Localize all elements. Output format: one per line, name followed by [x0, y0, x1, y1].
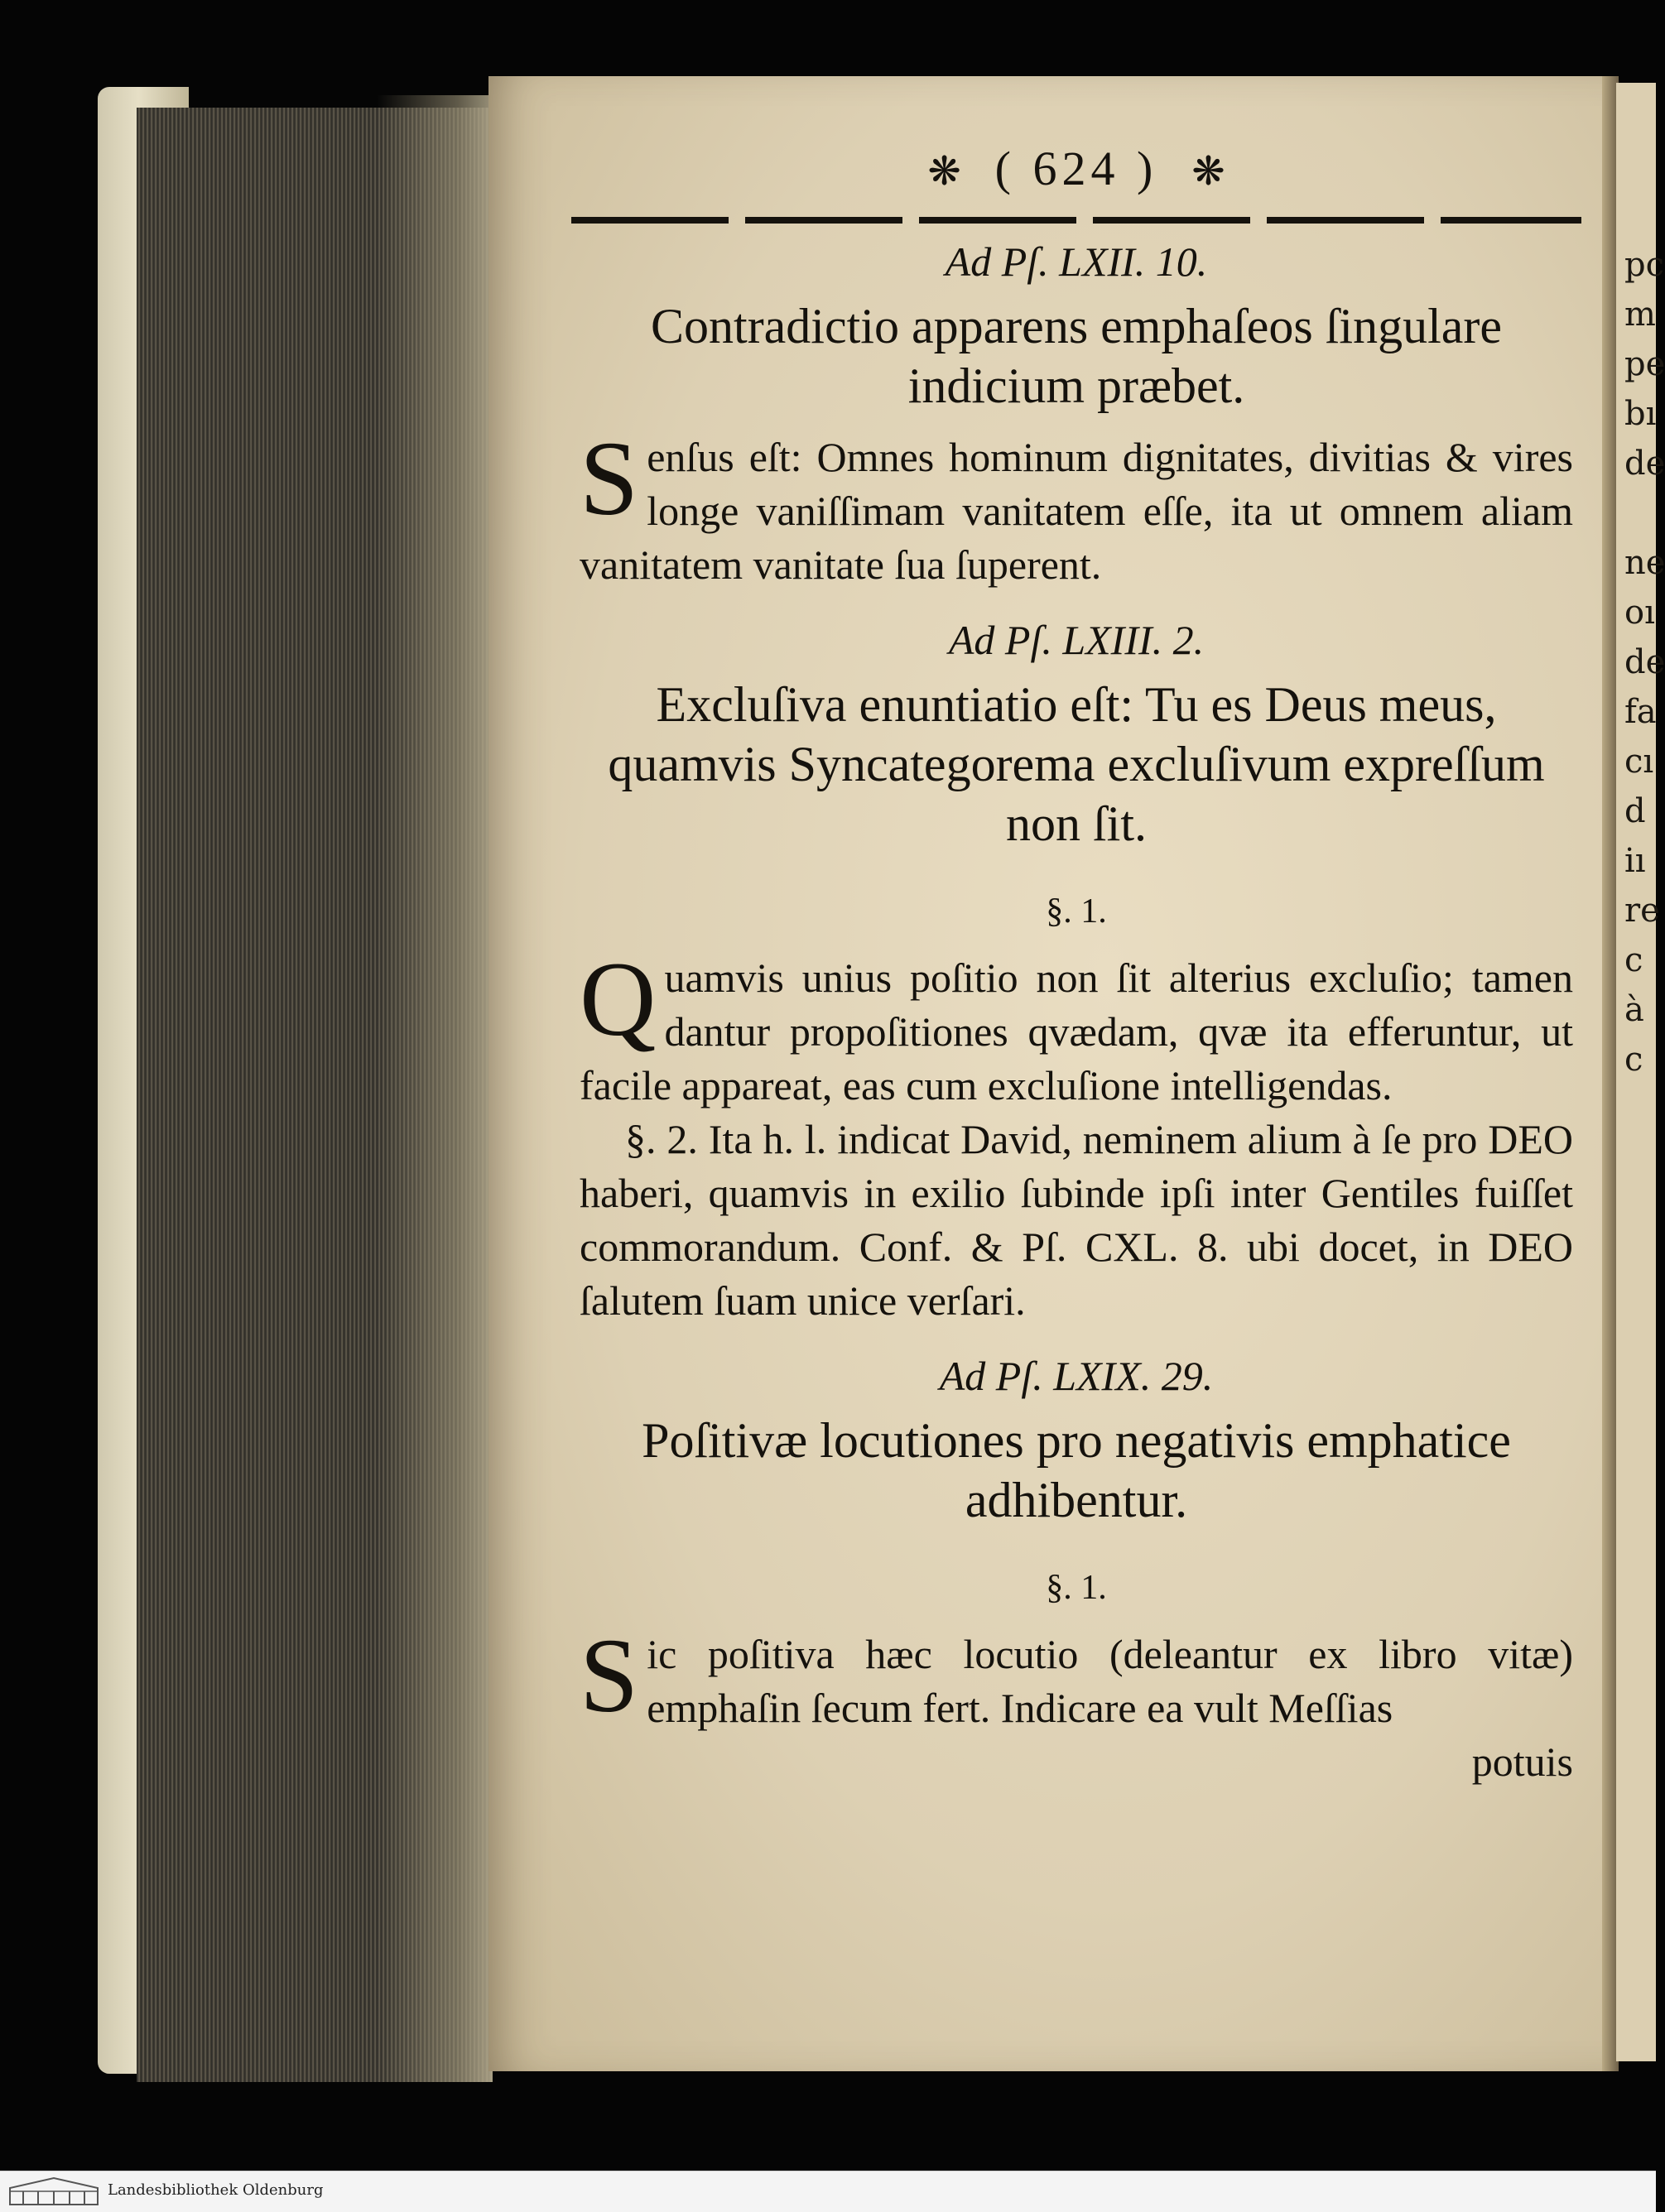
footer-bar	[0, 2171, 1656, 2212]
section-heading: Excluſiva enuntiatio eſt: Tu es Deus meus, quamvis Syncategorema excluſivum expreſſum non ſit.	[608, 677, 1545, 851]
drop-cap: Q	[580, 940, 657, 1058]
next-page-fragment-text: d	[1624, 792, 1646, 830]
paragraph	[580, 940, 1573, 1113]
next-page-fragment-text: pc	[1624, 246, 1665, 284]
ornament-icon: ❋	[927, 150, 961, 194]
next-page-fragment-text: c	[1624, 941, 1643, 979]
section-heading: Contradictio apparens emphaſeos ſingulare indicium præbet.	[651, 299, 1502, 413]
drop-cap: S	[580, 1617, 639, 1734]
page-block-fade	[377, 95, 493, 2082]
next-page-fragment-text: cı	[1624, 743, 1654, 781]
next-page-fragment-text: pe	[1624, 345, 1665, 383]
section-mark: §. 1.	[1046, 892, 1107, 930]
next-page-fragment-text	[1624, 488, 1656, 538]
next-page-fragment-text: de	[1624, 643, 1665, 681]
paragraph-text: ic poſitiva hæc locutio (deleantur ex libro vitæ) emphaſin ſecum fert. Indicare ea vult Meſſias	[647, 1631, 1573, 1731]
page-text	[580, 141, 1573, 1789]
paragraph	[580, 1617, 1573, 1735]
next-page-fragment-text: bı	[1624, 395, 1657, 433]
ornament-icon: ❋	[1191, 150, 1225, 194]
next-page-fragment-text: ne	[1624, 544, 1665, 582]
next-page-fragment-text: oı	[1624, 594, 1655, 632]
library-name: Landesbibliothek Oldenburg	[108, 2181, 324, 2199]
catchword: potuis	[1471, 1738, 1573, 1785]
page-number: 624	[1032, 142, 1120, 195]
drop-cap: S	[580, 420, 639, 537]
next-page-fragment-text: de	[1624, 445, 1665, 483]
paragraph-text: uamvis unius poſitio non ſit alterius excluſio; tamen dantur propoſitiones qvædam, qvæ ita efferuntur, ut facile appareat, eas cum excluſione intelligendas.	[580, 955, 1573, 1108]
next-page-fragment-text: fa	[1624, 693, 1657, 731]
paragraph	[580, 420, 1573, 592]
next-page-fragment-text: re	[1624, 892, 1660, 930]
section-heading: Poſitivæ locutiones pro negativis emphatice adhibentur.	[642, 1413, 1511, 1527]
header-rule	[571, 217, 1581, 224]
section-reference: Ad Pſ. LXIII. 2.	[948, 617, 1205, 663]
section-mark: §. 1.	[1046, 1569, 1107, 1607]
library-building-icon	[8, 2176, 99, 2206]
next-page-fragment	[1616, 83, 1665, 2061]
section-reference: Ad Pſ. LXIX. 29.	[939, 1353, 1214, 1399]
page-header: ❋ ( 624 ) ❋	[927, 142, 1225, 195]
next-page-fragment-text: iı	[1624, 842, 1646, 880]
paragraph: §. 2. Ita h. l. indicat David, neminem alium à ſe pro DEO haberi, quamvis in exilio ſubinde ipſi inter Gentiles fuiſſet commorandum. Conf. & Pſ. CXL. 8. ubi docet, in DEO ſalutem ſuam unice verſari.	[580, 1116, 1573, 1324]
next-page-fragment-text: à	[1624, 991, 1644, 1029]
section-reference: Ad Pſ. LXII. 10.	[945, 238, 1208, 285]
next-page-fragment-text: c	[1624, 1041, 1643, 1079]
next-page-fragment-text: m	[1624, 296, 1656, 334]
paragraph-text: enſus eſt: Omnes hominum dignitates, divitias & vires longe vaniſſimam vanitatem eſſe, ita ut omnem aliam vanitatem vanitate ſua ſuperent.	[580, 434, 1573, 588]
